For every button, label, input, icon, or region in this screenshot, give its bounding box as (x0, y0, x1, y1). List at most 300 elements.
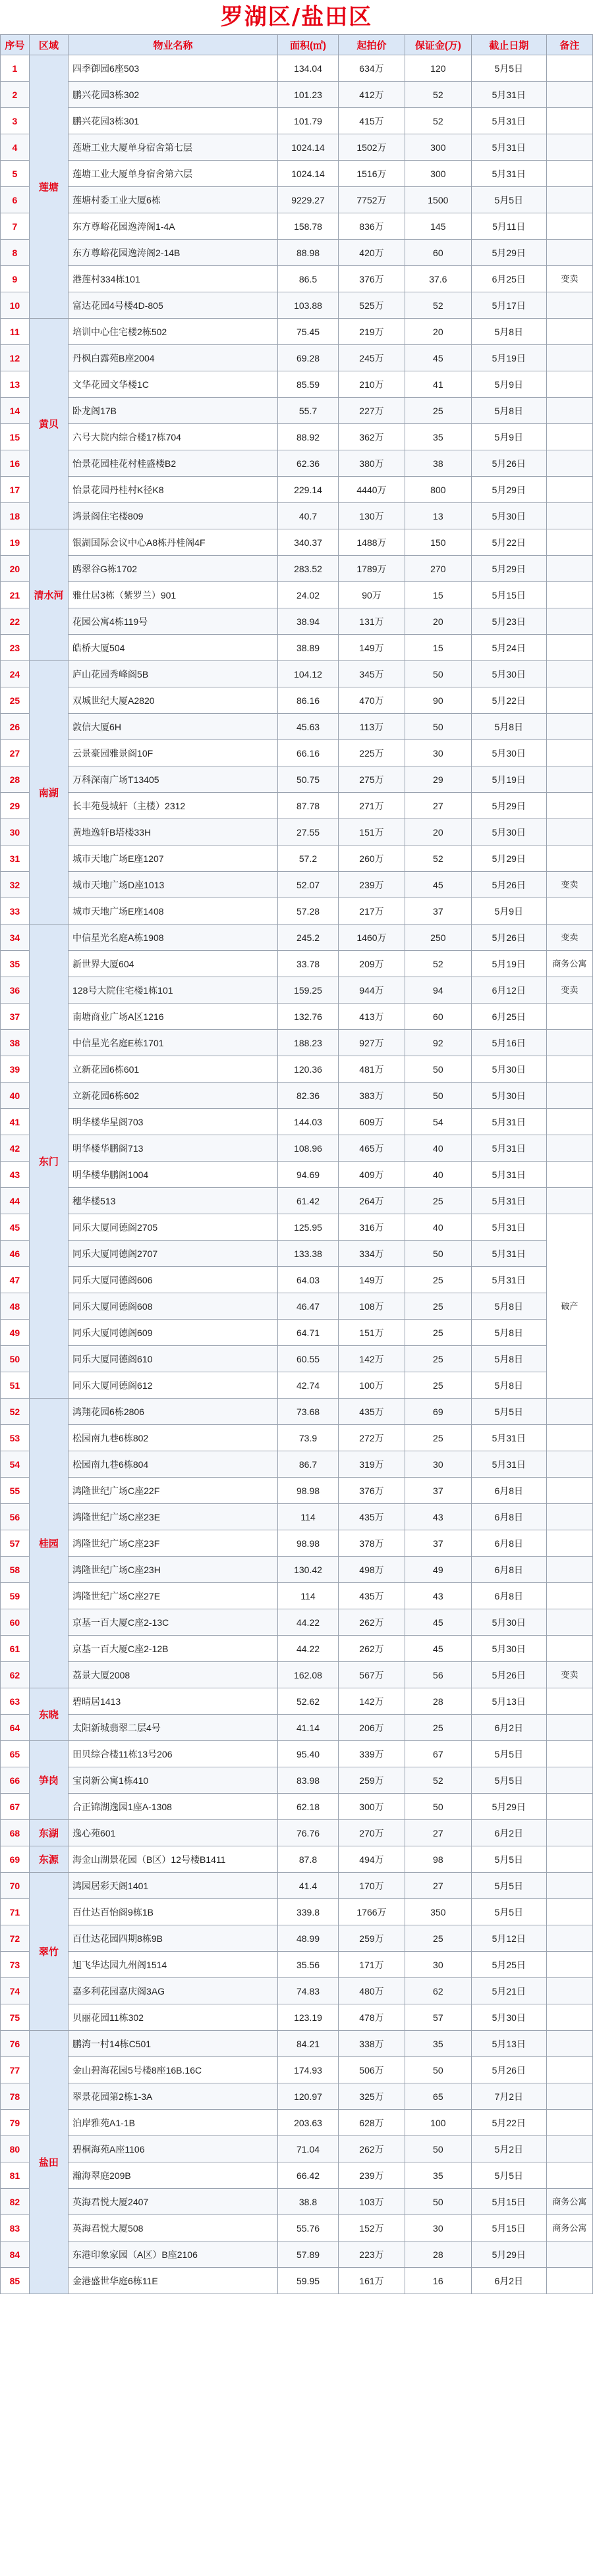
table-row (1, 424, 593, 450)
header-seq: 序号 (1, 35, 30, 55)
cell-seq: 38 (1, 1030, 30, 1056)
cell-remark (546, 793, 592, 819)
cell-start-price: 319万 (339, 1451, 405, 1478)
cell-deposit: 50 (405, 661, 471, 687)
table-row (1, 2083, 593, 2110)
cell-deadline: 5月26日 (471, 925, 546, 951)
cell-deadline: 5月29日 (471, 1794, 546, 1820)
table-row (1, 1478, 593, 1504)
cell-start-price: 300万 (339, 1794, 405, 1820)
cell-seq: 7 (1, 213, 30, 240)
cell-deposit: 50 (405, 1056, 471, 1083)
cell-area: 66.42 (277, 2162, 338, 2189)
cell-seq: 45 (1, 1214, 30, 1241)
cell-property: 云景豪园雅景阁10F (69, 740, 278, 766)
cell-area: 52.07 (277, 872, 338, 898)
cell-deposit: 37 (405, 898, 471, 925)
cell-area: 120.36 (277, 1056, 338, 1083)
cell-seq: 23 (1, 635, 30, 661)
cell-area: 41.4 (277, 1873, 338, 1899)
table-row (1, 1451, 593, 1478)
cell-seq: 48 (1, 1293, 30, 1320)
cell-property: 银湖国际会议中心A8栋丹桂阁4F (69, 529, 278, 556)
table-row (1, 134, 593, 161)
table-row (1, 1873, 593, 1899)
cell-property: 南塘商业广场A区1216 (69, 1004, 278, 1030)
cell-seq: 77 (1, 2057, 30, 2083)
cell-property: 黄地逸轩B塔楼33H (69, 819, 278, 845)
table-row (1, 266, 593, 292)
table-row (1, 1715, 593, 1741)
cell-area: 174.93 (277, 2057, 338, 2083)
cell-deadline: 5月5日 (471, 187, 546, 213)
cell-property: 城市天地广场E座1408 (69, 898, 278, 925)
cell-property: 碧晴居1413 (69, 1688, 278, 1715)
cell-area: 98.98 (277, 1530, 338, 1557)
cell-deposit: 50 (405, 1083, 471, 1109)
cell-deadline: 5月8日 (471, 1293, 546, 1320)
cell-start-price: 206万 (339, 1715, 405, 1741)
cell-deposit: 25 (405, 1320, 471, 1346)
table-row (1, 108, 593, 134)
cell-remark (546, 1530, 592, 1557)
cell-property: 培训中心住宅楼2栋502 (69, 319, 278, 345)
cell-district: 盐田 (29, 2031, 68, 2294)
cell-deposit: 145 (405, 213, 471, 240)
table-row (1, 1899, 593, 1925)
cell-deadline: 5月9日 (471, 371, 546, 398)
cell-deadline: 5月29日 (471, 793, 546, 819)
cell-area: 62.18 (277, 1794, 338, 1820)
cell-start-price: 498万 (339, 1557, 405, 1583)
cell-property: 合正锦湖逸园1座A-1308 (69, 1794, 278, 1820)
cell-remark (546, 898, 592, 925)
cell-deadline: 5月15日 (471, 582, 546, 608)
cell-remark (546, 1846, 592, 1873)
cell-start-price: 836万 (339, 213, 405, 240)
cell-deposit: 41 (405, 371, 471, 398)
cell-property: 花园公寓4栋119号 (69, 608, 278, 635)
cell-deadline: 5月2日 (471, 2136, 546, 2162)
cell-property: 百仕达百怡阁9栋1B (69, 1899, 278, 1925)
cell-deposit: 20 (405, 819, 471, 845)
cell-seq: 66 (1, 1767, 30, 1794)
cell-remark (546, 108, 592, 134)
cell-property: 碧桐海苑A座1106 (69, 2136, 278, 2162)
cell-deadline: 6月8日 (471, 1557, 546, 1583)
table-row (1, 1109, 593, 1135)
cell-deadline: 5月23日 (471, 608, 546, 635)
table-row (1, 1004, 593, 1030)
cell-seq: 4 (1, 134, 30, 161)
cell-seq: 20 (1, 556, 30, 582)
cell-deadline: 5月30日 (471, 661, 546, 687)
cell-area: 74.83 (277, 1978, 338, 2004)
cell-seq: 3 (1, 108, 30, 134)
cell-property: 港莲村334栋101 (69, 266, 278, 292)
cell-remark (546, 1162, 592, 1188)
cell-start-price: 259万 (339, 1925, 405, 1952)
cell-deadline: 5月31日 (471, 1451, 546, 1478)
cell-start-price: 152万 (339, 2215, 405, 2241)
cell-deadline: 6月2日 (471, 1820, 546, 1846)
table-row (1, 1214, 593, 1241)
table-row (1, 2004, 593, 2031)
cell-deposit: 50 (405, 714, 471, 740)
cell-seq: 8 (1, 240, 30, 266)
cell-area: 44.22 (277, 1636, 338, 1662)
cell-start-price: 90万 (339, 582, 405, 608)
header-district: 区域 (29, 35, 68, 55)
cell-property: 怡景花园丹桂村K径K8 (69, 477, 278, 503)
cell-property: 鹏兴花园3栋301 (69, 108, 278, 134)
cell-property: 莲塘工业大厦单身宿舍第七层 (69, 134, 278, 161)
cell-area: 114 (277, 1583, 338, 1609)
cell-seq: 2 (1, 82, 30, 108)
cell-property: 同乐大厦同德阁2707 (69, 1241, 278, 1267)
cell-deadline: 5月31日 (471, 1109, 546, 1135)
table-header-row (1, 35, 593, 55)
cell-remark (546, 1004, 592, 1030)
cell-start-price: 480万 (339, 1978, 405, 2004)
cell-remark (546, 1715, 592, 1741)
cell-area: 76.76 (277, 1820, 338, 1846)
cell-property: 双城世纪大厦A2820 (69, 687, 278, 714)
cell-area: 162.08 (277, 1662, 338, 1688)
cell-seq: 50 (1, 1346, 30, 1372)
cell-start-price: 260万 (339, 845, 405, 872)
table-row (1, 529, 593, 556)
cell-remark (546, 1135, 592, 1162)
cell-remark (546, 819, 592, 845)
table-row (1, 1636, 593, 1662)
cell-deadline: 5月8日 (471, 319, 546, 345)
cell-area: 123.19 (277, 2004, 338, 2031)
cell-seq: 73 (1, 1952, 30, 1978)
cell-area: 283.52 (277, 556, 338, 582)
cell-deadline: 5月31日 (471, 161, 546, 187)
cell-start-price: 210万 (339, 371, 405, 398)
cell-area: 114 (277, 1504, 338, 1530)
cell-area: 103.88 (277, 292, 338, 319)
cell-deposit: 27 (405, 793, 471, 819)
cell-remark (546, 1925, 592, 1952)
cell-district: 南湖 (29, 661, 68, 925)
table-row (1, 1267, 593, 1293)
page-title: 罗湖区/盐田区 (220, 4, 373, 30)
cell-area: 85.59 (277, 371, 338, 398)
cell-deposit: 250 (405, 925, 471, 951)
cell-deadline: 5月30日 (471, 1056, 546, 1083)
cell-deposit: 15 (405, 582, 471, 608)
cell-property: 鸥翠谷G栋1702 (69, 556, 278, 582)
cell-area: 101.23 (277, 82, 338, 108)
cell-area: 132.76 (277, 1004, 338, 1030)
cell-start-price: 275万 (339, 766, 405, 793)
cell-property: 旭飞华达园九州阁1514 (69, 1952, 278, 1978)
table-row (1, 1241, 593, 1267)
cell-remark (546, 845, 592, 872)
cell-start-price: 338万 (339, 2031, 405, 2057)
cell-deposit: 57 (405, 2004, 471, 2031)
cell-start-price: 420万 (339, 240, 405, 266)
cell-start-price: 151万 (339, 1320, 405, 1346)
cell-seq: 56 (1, 1504, 30, 1530)
table-row (1, 2268, 593, 2294)
cell-property: 海金山湖景花园（B区）12号楼B1411 (69, 1846, 278, 1873)
cell-property: 鸿隆世纪广场C座27E (69, 1583, 278, 1609)
cell-deadline: 5月26日 (471, 872, 546, 898)
table-row (1, 503, 593, 529)
table-row (1, 319, 593, 345)
cell-district: 莲塘 (29, 55, 68, 319)
cell-property: 万科深南广场T13405 (69, 766, 278, 793)
cell-deadline: 5月8日 (471, 398, 546, 424)
header-deposit: 保证金(万) (405, 35, 471, 55)
cell-deadline: 5月31日 (471, 82, 546, 108)
cell-deposit: 27 (405, 1820, 471, 1846)
cell-property: 英海君悦大厦508 (69, 2215, 278, 2241)
cell-area: 130.42 (277, 1557, 338, 1583)
cell-seq: 78 (1, 2083, 30, 2110)
cell-property: 泊岸雅苑A1-1B (69, 2110, 278, 2136)
table-row (1, 161, 593, 187)
cell-property: 雅仕居3栋（紫罗兰）901 (69, 582, 278, 608)
cell-area: 73.9 (277, 1425, 338, 1451)
cell-deposit: 25 (405, 1715, 471, 1741)
cell-seq: 14 (1, 398, 30, 424)
table-row (1, 1030, 593, 1056)
cell-deposit: 35 (405, 424, 471, 450)
cell-deadline: 5月16日 (471, 1030, 546, 1056)
cell-area: 38.94 (277, 608, 338, 635)
cell-remark (546, 319, 592, 345)
cell-district: 东湖 (29, 1820, 68, 1846)
cell-remark (546, 2110, 592, 2136)
cell-property: 莲塘工业大厦单身宿舍第六层 (69, 161, 278, 187)
cell-seq: 84 (1, 2241, 30, 2268)
cell-deposit: 30 (405, 1451, 471, 1478)
table-row (1, 1741, 593, 1767)
table-row (1, 925, 593, 951)
cell-start-price: 239万 (339, 2162, 405, 2189)
cell-area: 104.12 (277, 661, 338, 687)
cell-area: 82.36 (277, 1083, 338, 1109)
cell-remark (546, 1873, 592, 1899)
cell-deadline: 5月19日 (471, 345, 546, 371)
cell-area: 64.03 (277, 1267, 338, 1293)
cell-deadline: 6月2日 (471, 1715, 546, 1741)
cell-seq: 15 (1, 424, 30, 450)
cell-deadline: 5月29日 (471, 477, 546, 503)
cell-area: 86.7 (277, 1451, 338, 1478)
cell-property: 鸿景阁住宅楼809 (69, 503, 278, 529)
cell-property: 荔景大厦2008 (69, 1662, 278, 1688)
table-row (1, 2189, 593, 2215)
cell-property: 东港印象家园（A区）B座2106 (69, 2241, 278, 2268)
cell-start-price: 334万 (339, 1241, 405, 1267)
table-row (1, 661, 593, 687)
cell-seq: 42 (1, 1135, 30, 1162)
cell-start-price: 225万 (339, 740, 405, 766)
cell-deposit: 60 (405, 1004, 471, 1030)
cell-area: 27.55 (277, 819, 338, 845)
cell-property: 金港盛世华庭6栋11E (69, 2268, 278, 2294)
cell-seq: 52 (1, 1399, 30, 1425)
cell-district: 笋岗 (29, 1741, 68, 1820)
cell-deposit: 20 (405, 608, 471, 635)
cell-district: 桂园 (29, 1399, 68, 1688)
cell-area: 108.96 (277, 1135, 338, 1162)
cell-deposit: 52 (405, 108, 471, 134)
cell-deposit: 30 (405, 740, 471, 766)
cell-deadline: 6月25日 (471, 266, 546, 292)
cell-start-price: 108万 (339, 1293, 405, 1320)
cell-remark (546, 1109, 592, 1135)
cell-remark (546, 161, 592, 187)
cell-start-price: 567万 (339, 1662, 405, 1688)
cell-remark (546, 1188, 592, 1214)
cell-remark (546, 1056, 592, 1083)
cell-remark: 商务公寓 (546, 2189, 592, 2215)
cell-property: 鸿隆世纪广场C座23F (69, 1530, 278, 1557)
cell-deadline: 5月22日 (471, 687, 546, 714)
cell-area: 88.92 (277, 424, 338, 450)
cell-area: 62.36 (277, 450, 338, 477)
cell-deposit: 27 (405, 1873, 471, 1899)
cell-deposit: 28 (405, 1688, 471, 1715)
cell-property: 鸿隆世纪广场C座23H (69, 1557, 278, 1583)
cell-seq: 17 (1, 477, 30, 503)
cell-start-price: 634万 (339, 55, 405, 82)
cell-area: 87.78 (277, 793, 338, 819)
cell-area: 159.25 (277, 977, 338, 1004)
cell-remark (546, 1425, 592, 1451)
cell-remark (546, 345, 592, 371)
cell-remark (546, 1688, 592, 1715)
cell-area: 101.79 (277, 108, 338, 134)
cell-deadline: 5月30日 (471, 1083, 546, 1109)
cell-start-price: 481万 (339, 1056, 405, 1083)
table-row (1, 1662, 593, 1688)
table-row (1, 977, 593, 1004)
cell-deadline: 5月15日 (471, 2215, 546, 2241)
cell-remark (546, 1030, 592, 1056)
cell-start-price: 219万 (339, 319, 405, 345)
cell-start-price: 239万 (339, 872, 405, 898)
cell-property: 同乐大厦同德阁608 (69, 1293, 278, 1320)
table-row (1, 898, 593, 925)
cell-seq: 34 (1, 925, 30, 951)
cell-area: 229.14 (277, 477, 338, 503)
cell-area: 95.40 (277, 1741, 338, 1767)
cell-seq: 9 (1, 266, 30, 292)
cell-property: 卧龙阁17B (69, 398, 278, 424)
cell-area: 188.23 (277, 1030, 338, 1056)
cell-seq: 33 (1, 898, 30, 925)
cell-deposit: 25 (405, 1372, 471, 1399)
cell-seq: 12 (1, 345, 30, 371)
cell-deadline: 5月31日 (471, 1267, 546, 1293)
cell-deposit: 62 (405, 1978, 471, 2004)
cell-remark (546, 2057, 592, 2083)
cell-property: 四季御园6座503 (69, 55, 278, 82)
cell-deposit: 30 (405, 2215, 471, 2241)
cell-deposit: 25 (405, 398, 471, 424)
cell-deposit: 45 (405, 1609, 471, 1636)
cell-district: 翠竹 (29, 1873, 68, 2031)
cell-deposit: 25 (405, 1925, 471, 1952)
cell-area: 35.56 (277, 1952, 338, 1978)
cell-start-price: 325万 (339, 2083, 405, 2110)
cell-remark: 商务公寓 (546, 2215, 592, 2241)
cell-deadline: 5月5日 (471, 1399, 546, 1425)
cell-deposit: 43 (405, 1504, 471, 1530)
cell-seq: 39 (1, 1056, 30, 1083)
cell-start-price: 100万 (339, 1372, 405, 1399)
cell-area: 42.74 (277, 1372, 338, 1399)
cell-area: 134.04 (277, 55, 338, 82)
cell-property: 明华楼华鹏阁713 (69, 1135, 278, 1162)
cell-deadline: 5月29日 (471, 556, 546, 582)
cell-seq: 58 (1, 1557, 30, 1583)
cell-property: 嘉多利花园嘉庆阁3AG (69, 1978, 278, 2004)
cell-area: 59.95 (277, 2268, 338, 2294)
cell-start-price: 1460万 (339, 925, 405, 951)
auction-table (0, 34, 593, 2294)
cell-seq: 59 (1, 1583, 30, 1609)
cell-area: 55.7 (277, 398, 338, 424)
cell-start-price: 525万 (339, 292, 405, 319)
cell-seq: 16 (1, 450, 30, 477)
cell-deposit: 54 (405, 1109, 471, 1135)
cell-seq: 67 (1, 1794, 30, 1820)
cell-start-price: 345万 (339, 661, 405, 687)
cell-seq: 76 (1, 2031, 30, 2057)
cell-start-price: 170万 (339, 1873, 405, 1899)
cell-start-price: 270万 (339, 1820, 405, 1846)
table-row (1, 951, 593, 977)
cell-seq: 19 (1, 529, 30, 556)
table-row (1, 1135, 593, 1162)
cell-remark (546, 1636, 592, 1662)
cell-property: 新世界大厦604 (69, 951, 278, 977)
cell-start-price: 259万 (339, 1767, 405, 1794)
cell-area: 340.37 (277, 529, 338, 556)
cell-property: 松园南九巷6栋804 (69, 1451, 278, 1478)
cell-seq: 6 (1, 187, 30, 213)
cell-property: 明华楼华鹏阁1004 (69, 1162, 278, 1188)
cell-seq: 27 (1, 740, 30, 766)
cell-deadline: 5月31日 (471, 1162, 546, 1188)
cell-area: 245.2 (277, 925, 338, 951)
cell-property: 同乐大厦同德阁610 (69, 1346, 278, 1372)
cell-remark (546, 2162, 592, 2189)
cell-area: 98.98 (277, 1478, 338, 1504)
cell-area: 83.98 (277, 1767, 338, 1794)
cell-property: 鸿隆世纪广场C座23E (69, 1504, 278, 1530)
cell-deposit: 43 (405, 1583, 471, 1609)
cell-deadline: 5月5日 (471, 2162, 546, 2189)
cell-deposit: 270 (405, 556, 471, 582)
cell-property: 中信星光名庭E栋1701 (69, 1030, 278, 1056)
cell-start-price: 7752万 (339, 187, 405, 213)
cell-deadline: 5月13日 (471, 1688, 546, 1715)
cell-seq: 68 (1, 1820, 30, 1846)
cell-property: 东方尊峪花园逸涛阁2-14B (69, 240, 278, 266)
cell-property: 瀚海翠庭209B (69, 2162, 278, 2189)
cell-start-price: 478万 (339, 2004, 405, 2031)
